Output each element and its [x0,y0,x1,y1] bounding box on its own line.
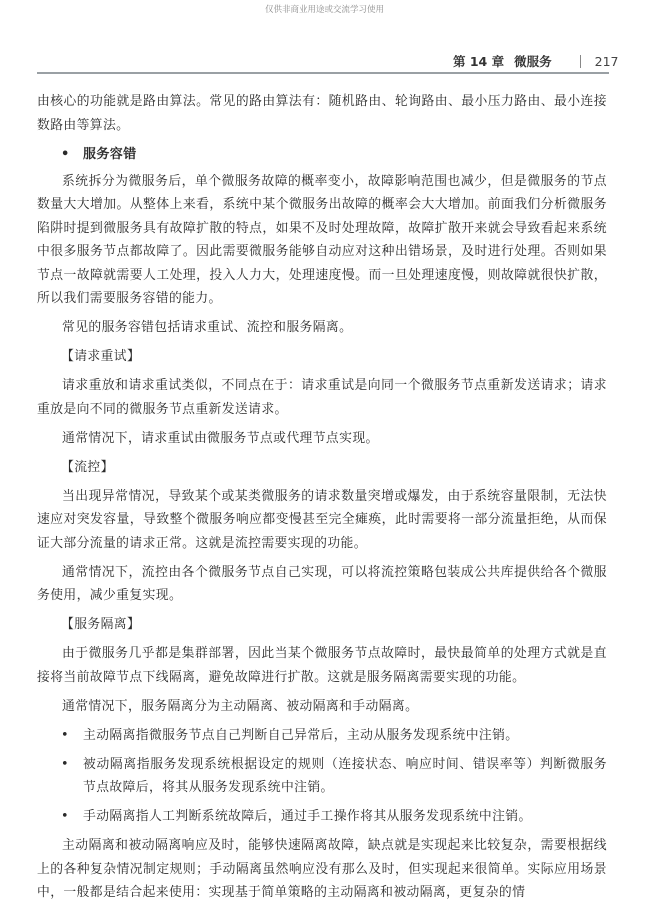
list-item-text: 被动隔离指服务发现系统根据设定的规则（连接状态、响应时间、错误率等）判断微服务节点故障后，将其从服务发现系统中注销。 [83,756,607,795]
list-item-text: 主动隔离指微服务节点自己判断自己异常后，主动从服务发现系统中注销。 [83,727,519,743]
bullet-list [37,724,607,829]
paragraph: 通常情况下，流控由各个微服务节点自己实现，可以将流控策略包装成公共库提供给各个微服务使用，减少重复实现。 [37,564,607,603]
header-separator [580,55,581,68]
paragraph: 常见的服务容错包括请求重试、流控和服务隔离。 [62,320,353,335]
list-item [37,724,607,748]
list-item [37,753,607,800]
running-header [453,52,618,70]
paragraph-intro: 由核心的功能就是路由算法。常见的路由算法有：随机路由、轮询路由、最小压力路由、最小连接数路由等算法。 [37,94,607,133]
list-item-text: 手动隔离指人工判断系统故障后，通过手工操作将其从服务发现系统中注销。 [83,809,532,824]
paragraph: 通常情况下，服务隔离分为主动隔离、被动隔离和手动隔离。 [62,698,419,714]
subheading-flow-control: 【流控】 [61,459,114,475]
paragraph: 请求重放和请求重试类似，不同点在于：请求重试是向同一个微服务节点重新发送请求；请求重放是向不同的微服务节点重新发送请求。 [37,378,607,417]
chapter-title: 微服务 [514,54,552,69]
paragraph: 当出现异常情况，导致某个或某类微服务的请求数量突增或爆发，由于系统容量限制，无法快速应对突发容量，导致整个微服务响应都变慢甚至完全瘫痪，此时需要将一部分流量拒绝，从而保证大部分流量的请求正常。这就是流控需要实现的功能。 [37,488,607,551]
paragraph: 由于微服务几乎都是集群部署，因此当某个微服务节点故障时，最快最简单的处理方式就是直接将当前故障节点下线隔离，避免故障进行扩散。这就是服务隔离需要实现的功能。 [37,646,607,685]
list-item [37,805,607,829]
page-body [37,90,607,910]
section-title: 服务容错 [83,147,137,162]
header-rule [37,72,609,74]
page-number: 217 [594,53,619,69]
paragraph: 通常情况下，请求重试由微服务节点或代理节点实现。 [62,430,379,446]
section-heading [61,143,607,167]
bullet-icon: • [61,809,69,824]
bullet-icon: • [61,727,69,743]
watermark-text: 仅供非商业用途或交流学习使用 [264,5,384,15]
paragraph: 系统拆分为微服务后，单个微服务故障的概率变小，故障影响范围也减少，但是微服务的节点数量大大增加。从整体上来看，系统中某个微服务出故障的概率会大大增加。前面我们分析微服务陷阱时提到微服务具有故障扩散的特点，如果不及时处理故障，故障扩散开来就会导致看起来系统中很多服务节点都故障了。因此需要微服务能够自动应对这种出错场景，及时进行处理。否则如果节点一故障就需要人工处理，投入人力大，处理速度慢。而一旦处理速度慢，则故障就很快扩散，所以我们需要服务容错的能力。 [37,173,607,306]
subheading-isolation: 【服务隔离】 [61,617,141,632]
chapter-number: 第 14 章 [453,54,505,69]
bullet-icon: • [61,147,70,162]
bullet-icon: • [61,756,69,772]
subheading-retry: 【请求重试】 [61,349,141,364]
paragraph: 主动隔离和被动隔离响应及时，能够快速隔离故障，缺点就是实现起来比较复杂，需要根据线上的各种复杂情况制定规则；手动隔离虽然响应没有那么及时，但实现起来很简单。实际应用场景中，一般都是结合起来使用：实现基于简单策略的主动隔离和被动隔离，更复杂的情 [37,838,607,900]
